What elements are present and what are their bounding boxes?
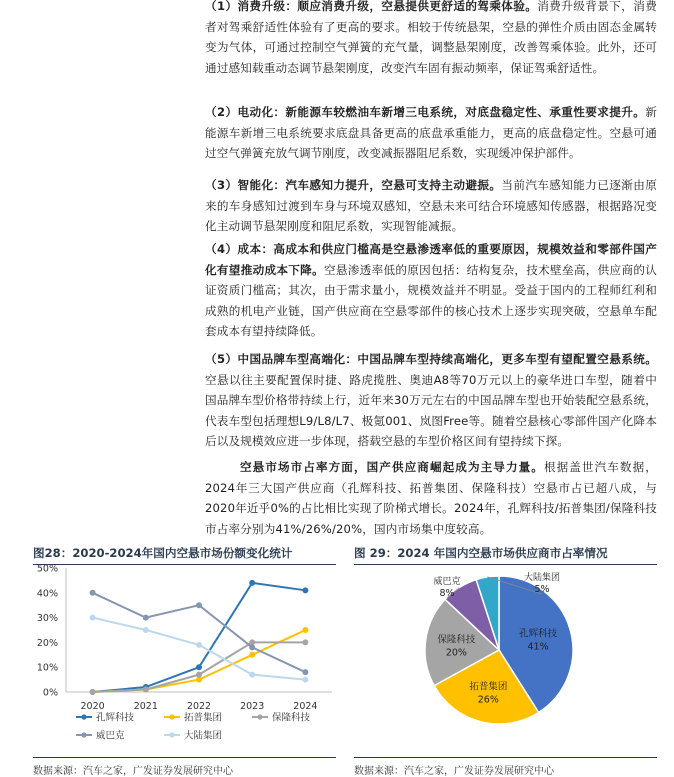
- data-point: [196, 672, 202, 678]
- paragraph-consumption-upgrade: [205, 0, 657, 78]
- series-line: [93, 618, 306, 680]
- data-point: [302, 677, 308, 683]
- figure28-source: 数据来源：汽车之家，广发证券发展研究中心: [33, 766, 233, 777]
- data-point: [90, 689, 96, 695]
- pie-chart: [354, 566, 657, 738]
- pie-slice-value: 20%: [445, 647, 467, 659]
- data-point: [302, 627, 308, 633]
- data-point: [143, 627, 149, 633]
- paragraph-cost: [205, 239, 657, 342]
- x-tick-label: 2024: [293, 701, 318, 712]
- legend-label: 孔辉科技: [96, 712, 135, 724]
- data-point: [249, 644, 255, 650]
- paragraph-body: 空悬以往主要配置保时捷、路虎揽胜、奥迪A8等70万元以上的豪华进口车型，随着中国品牌车型价格带持续上行，近年来30万元左右的中国品牌车型也开始装配空悬系统，代表车型包括理想L9/L8/L7、极氪001、岚图Free等。随着空悬核心零部件国产化降本后以及规模效应进一步体现，搭载空悬的车型价格区间有望持续下探。: [205, 372, 657, 449]
- data-point: [196, 642, 202, 648]
- x-tick-label: 2023: [240, 701, 265, 712]
- pie-slice-label: 大陆集团: [523, 573, 561, 583]
- figure28-title: 图28：2020-2024年国内空悬市场份额变化统计: [33, 546, 293, 560]
- paragraph-lead: （3）智能化：汽车感知力提升，空悬可支持主动避振。: [205, 178, 502, 192]
- figure29-top-rule: [354, 564, 657, 565]
- figure28-bottom-rule: [33, 757, 336, 758]
- paragraph-electrification: [205, 102, 657, 164]
- y-tick-label: 40%: [36, 588, 58, 600]
- data-point: [249, 652, 255, 658]
- pie-slice-value: 8%: [439, 588, 455, 599]
- legend-marker: [169, 714, 174, 719]
- paragraph-lead: （5）中国品牌车型高端化：中国品牌车型持续高端化，更多车型有望配置空悬系统。: [205, 352, 657, 366]
- figure29-bottom-rule: [354, 757, 657, 758]
- pie-slice-value: 41%: [527, 641, 549, 653]
- paragraph-market-share: [205, 457, 657, 539]
- x-tick-label: 2020: [80, 701, 105, 712]
- pie-slice-label: 威巴克: [433, 577, 461, 587]
- legend-label: 大陆集团: [184, 730, 223, 742]
- y-tick-label: 10%: [36, 662, 58, 674]
- paragraph-body: 空悬渗透率低的原因包括：结构复杂，技术壁垒高，供应商的认证资质门槛高；其次，由于需求量小，规模效益并不明显。受益于国内的工程师红利和成熟的机电产业链，国产供应商在空悬零部件的核心技术上逐步实现突破，空悬单车配套成本有望持续降低。: [205, 262, 657, 339]
- legend-marker: [257, 714, 262, 719]
- paragraph-intelligence: [205, 175, 657, 237]
- legend-marker: [81, 714, 86, 719]
- paragraph-lead: （4）成本：高成本和供应门槛高是空悬渗透率低的重要原因，规模效益和零部件国产化有望推动成本下降。: [205, 242, 657, 277]
- pie-slice-label: 拓普集团: [469, 681, 508, 693]
- paragraph-lead: （2）电动化：新能源车较燃油车新增三电系统，对底盘稳定性、承重性要求提升。: [205, 105, 646, 119]
- paragraph-body: 根据盖世汽车数据，2024年三大国产供应商（孔辉科技、拓普集团、保隆科技）空悬市占已超八成，与2020年近乎0%的占比相比实现了阶梯式增长。2024年，孔辉科技/拓普集团/保隆科技市占率分别为41%/26%/20%，国内市场集中度较高。: [205, 460, 657, 536]
- data-point: [249, 672, 255, 678]
- figure29-source: 数据来源：汽车之家，广发证券发展研究中心: [354, 766, 554, 777]
- legend-label: 威巴克: [96, 730, 125, 742]
- line-chart: [26, 565, 342, 755]
- data-point: [196, 602, 202, 608]
- series-line: [93, 630, 306, 692]
- data-point: [302, 669, 308, 675]
- legend-label: 保隆科技: [272, 712, 311, 724]
- x-tick-label: 2022: [186, 701, 212, 712]
- y-tick-label: 30%: [36, 613, 58, 625]
- paragraph-body: 当前汽车感知能力已逐渐由原来的车身感知过渡到车身与环境双感知，空悬未来可结合环境感知传感器，根据路况变化主动调节悬架刚度和阻尼系数，实现智能减振。: [205, 178, 657, 234]
- y-tick-label: 50%: [36, 565, 58, 575]
- legend-marker: [169, 732, 174, 737]
- paragraph-body: 消费升级背景下，消费者对驾乘舒适性体验有了更高的要求。相较于传统悬架，空悬的弹性介质由固态金属转变为气体，可通过控制空气弹簧的充气量，调整悬架刚度，改善驾乘体验。此外，还可通过感知载重动态调节悬架刚度，改变汽车固有振动频率，保证驾乘舒适性。: [205, 0, 657, 75]
- paragraph-brand-premium: [205, 349, 657, 452]
- paragraph-lead: （1）消费升级：顺应消费升级，空悬提供更舒适的驾乘体验。: [205, 0, 538, 13]
- data-point: [302, 587, 308, 593]
- y-tick-label: 20%: [36, 637, 58, 649]
- pie-slice-label: 保隆科技: [437, 634, 476, 646]
- pie-slice-value: 26%: [477, 694, 499, 706]
- pie-slice-value: 5%: [534, 584, 550, 595]
- data-point: [90, 615, 96, 621]
- y-tick-label: 0%: [42, 687, 58, 699]
- data-point: [143, 615, 149, 621]
- x-tick-label: 2021: [133, 701, 158, 712]
- data-point: [90, 590, 96, 596]
- data-point: [143, 687, 149, 693]
- data-point: [249, 580, 255, 586]
- paragraph-body: 新能源车新增三电系统要求底盘具备更高的底盘承重能力，更高的底盘稳定性。空悬可通过空气弹簧充放气调节刚度，改变减振器阻尼系数，实现缓冲保护部件。: [205, 105, 657, 161]
- data-point: [196, 664, 202, 670]
- paragraph-lead: 空悬市场市占率方面，国产供应商崛起成为主导力量。: [240, 460, 544, 474]
- pie-slice-label: 孔辉科技: [519, 628, 558, 640]
- data-point: [302, 639, 308, 645]
- legend-label: 拓普集团: [184, 712, 223, 724]
- figure29-title: 图 29：2024 年国内空悬市场供应商市占率情况: [354, 546, 608, 560]
- legend-marker: [81, 732, 86, 737]
